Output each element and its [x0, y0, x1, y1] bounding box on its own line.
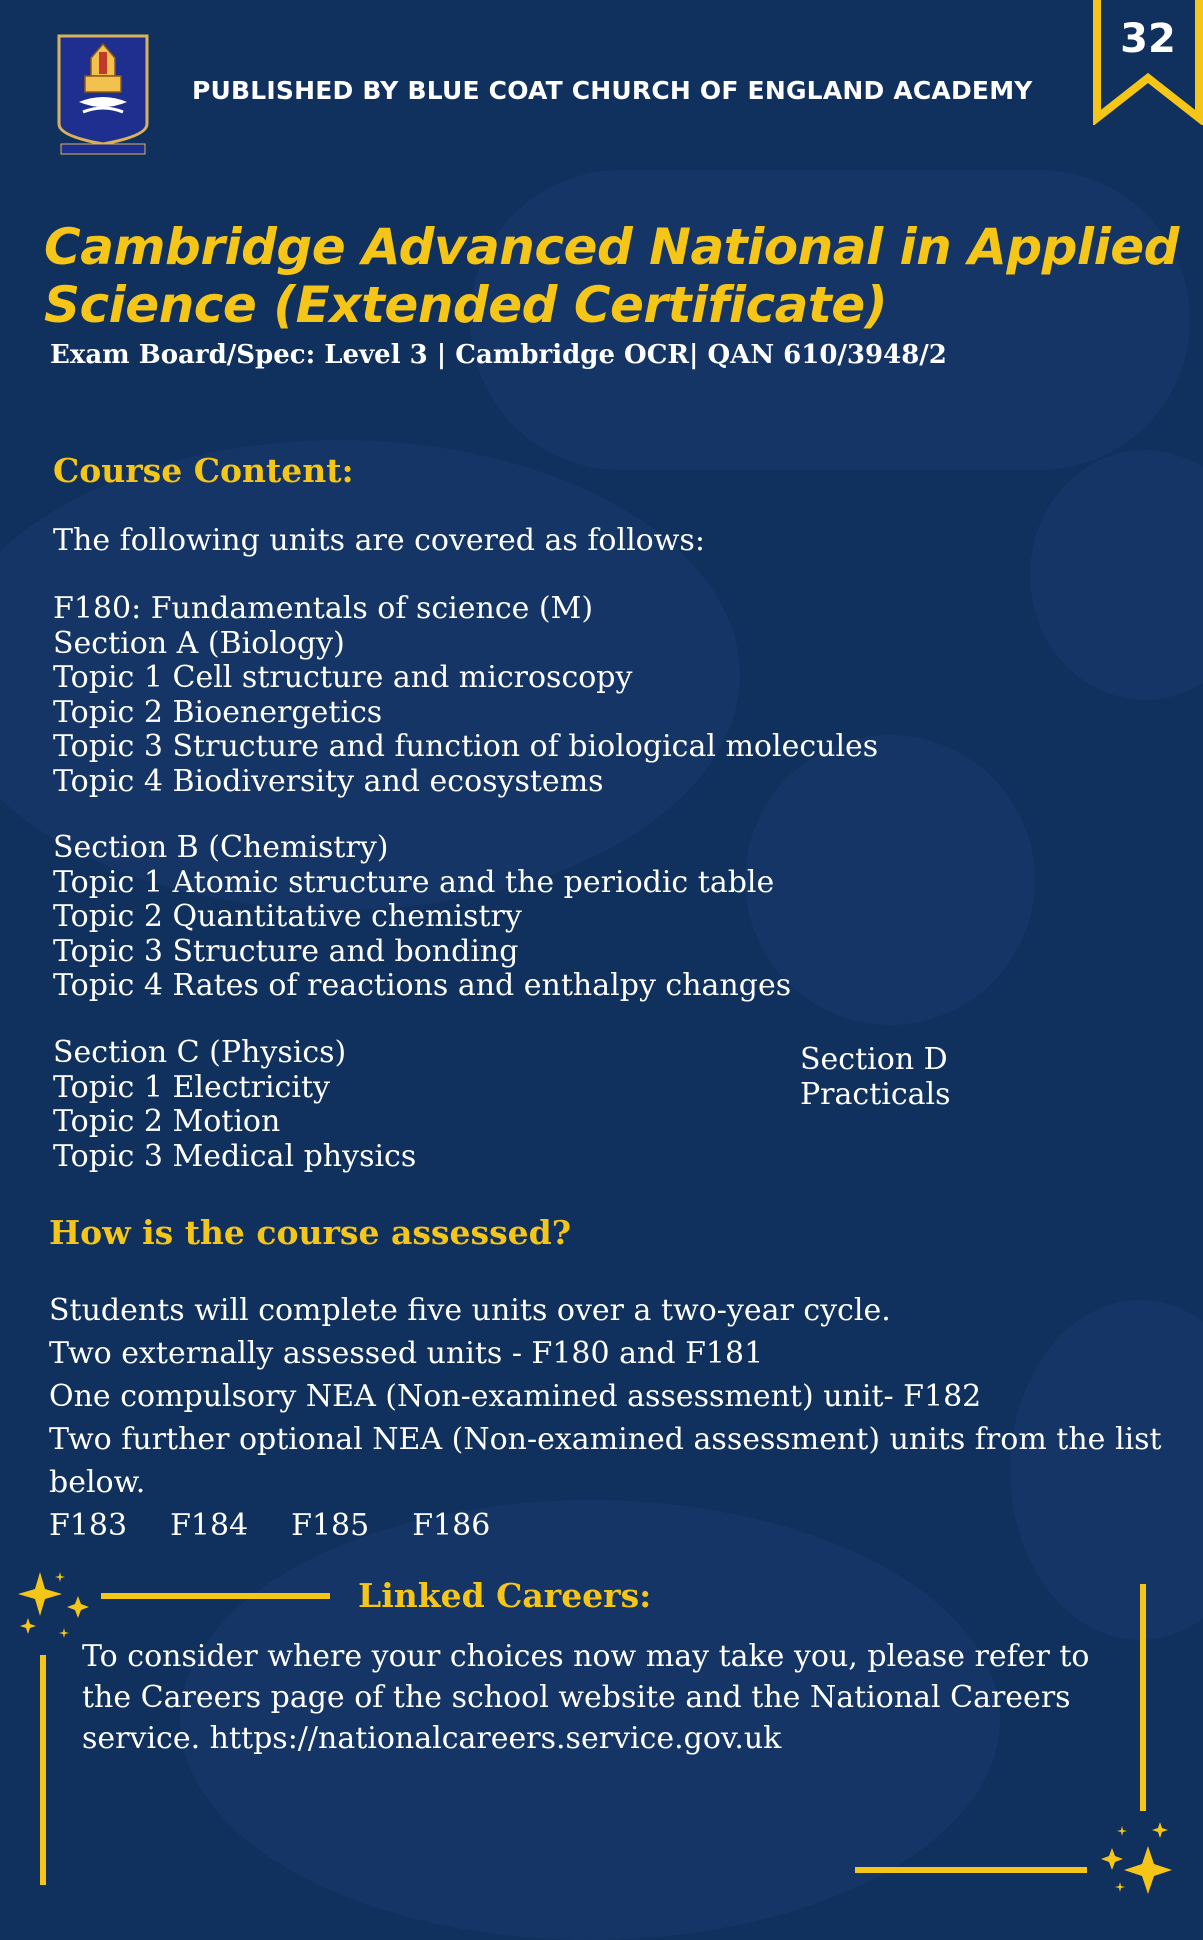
unit-code: F185 [291, 1508, 370, 1543]
careers-line: service. https://nationalcareers.service.gov.uk [82, 1721, 782, 1756]
school-crest-logo [55, 32, 151, 156]
sparkle-icon [14, 1568, 98, 1646]
unit-code: F183 [49, 1508, 128, 1543]
title-line-2: Science (Extended Certificate) [44, 276, 888, 334]
section-c-topic: Topic 2 Motion [53, 1104, 281, 1139]
frame-line-left [40, 1655, 46, 1885]
assessment-line: below. [49, 1465, 146, 1500]
assessment-line: Two externally assessed units - F180 and F181 [49, 1336, 764, 1371]
background-circle [1030, 450, 1203, 700]
careers-line: To consider where your choices now may take you, please refer to [82, 1639, 1090, 1674]
frame-line-bottom [855, 1867, 1087, 1873]
course-content-heading: Course Content: [53, 451, 354, 490]
section-b-block [53, 831, 791, 1004]
section-b-title: Section B (Chemistry) [53, 830, 389, 865]
section-b-topic: Topic 1 Atomic structure and the periodic table [53, 864, 775, 900]
unit-code: F184 [170, 1508, 249, 1543]
section-d-title: Section D [800, 1042, 948, 1077]
unit-code: F186 [412, 1508, 491, 1543]
course-content-intro: The following units are covered as follows: [53, 523, 705, 558]
section-c-topic: Topic 1 Electricity [53, 1069, 330, 1105]
publisher-name: PUBLISHED BY BLUE COAT CHURCH OF ENGLAND ACADEMY [192, 76, 1033, 105]
optional-unit-codes [49, 1504, 1162, 1547]
section-b-topic: Topic 4 Rates of reactions and enthalpy changes [53, 968, 792, 1003]
section-b-topic: Topic 2 Quantitative chemistry [53, 899, 522, 934]
divider-line [101, 1593, 330, 1599]
careers-text [82, 1636, 1089, 1759]
frame-line-right [1140, 1584, 1146, 1811]
section-a-topic: Topic 2 Bioenergetics [53, 694, 383, 730]
assessment-line: Students will complete five units over a two-year cycle. [49, 1293, 891, 1328]
section-a-title: Section A (Biology) [53, 625, 345, 661]
section-d-block [800, 1043, 951, 1112]
title-line-1: Cambridge Advanced National in Applied [44, 218, 1179, 276]
assessment-line: Two further optional NEA (Non-examined assessment) units from the list [49, 1422, 1162, 1457]
assessment-details [49, 1289, 1162, 1547]
unit-title: F180: Fundamentals of science (M) [53, 591, 594, 626]
page-title [44, 218, 1194, 334]
page-number: 32 [1120, 16, 1176, 62]
exam-board-spec: Exam Board/Spec: Level 3 | Cambridge OCR| QAN 610/3948/2 [50, 340, 947, 370]
section-a-block [53, 592, 878, 799]
assessment-line: One compulsory NEA (Non-examined assessment) unit- F182 [49, 1379, 982, 1414]
section-c-title: Section C (Physics) [53, 1035, 347, 1070]
sparkle-icon [1090, 1818, 1180, 1906]
section-a-topic: Topic 1 Cell structure and microscopy [53, 660, 633, 695]
careers-line: the Careers page of the school website and the National Careers [82, 1680, 1071, 1715]
assessment-heading: How is the course assessed? [49, 1213, 572, 1252]
section-c-topic: Topic 3 Medical physics [53, 1138, 417, 1174]
section-c-block [53, 1036, 416, 1174]
careers-heading: Linked Careers: [358, 1576, 652, 1615]
section-d-subtitle: Practicals [800, 1076, 951, 1112]
section-b-topic: Topic 3 Structure and bonding [53, 933, 519, 969]
section-a-topic: Topic 3 Structure and function of biological molecules [53, 729, 879, 764]
section-a-topic: Topic 4 Biodiversity and ecosystems [53, 763, 604, 799]
